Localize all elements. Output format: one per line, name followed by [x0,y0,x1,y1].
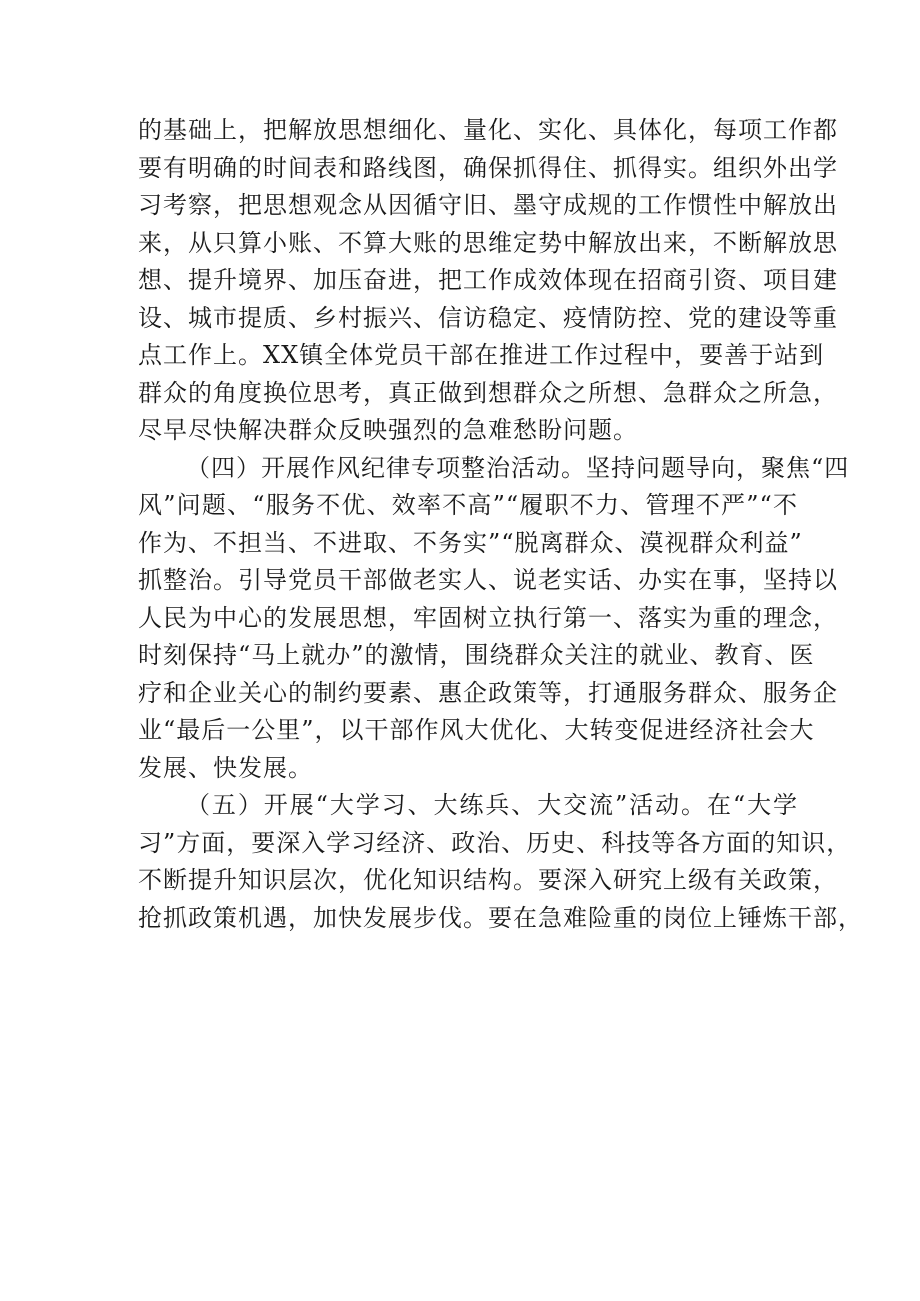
paragraph-line: （五）开展“大学习、大练兵、大交流”活动。在“大学 [186,791,798,819]
paragraph-line: 疗和企业关心的制约要素、惠企政策等，打通服务群众、服务企 [138,678,838,707]
paragraph-line: 发展、快发展。 [138,753,313,782]
document-body [138,112,863,937]
paragraph-line: 来，从只算小账、不算大账的思维定势中解放出来，不断解放思 [138,228,838,257]
paragraph-1 [138,112,838,450]
paragraph-line: 的基础上，把解放思想细化、量化、实化、具体化，每项工作都 [138,116,838,144]
paragraph-line: 要有明确的时间表和路线图，确保抓得住、抓得实。组织外出学 [138,153,838,182]
paragraph-line: 时刻保持“马上就办”的激情，围绕群众关注的就业、教育、医 [138,641,815,669]
paragraph-line: （四）开展作风纪律专项整治活动。坚持问题导向，聚焦“四 [186,453,850,482]
paragraph-line: 抓整治。引导党员干部做老实人、说老实话、办实在事，坚持以 [138,566,838,594]
paragraph-line: 群众的角度换位思考，真正做到想群众之所想、急群众之所急， [138,378,838,407]
paragraph-line: 业“最后一公里”，以干部作风大优化、大转变促进经济社会大 [138,716,815,744]
paragraph-line: 人民为中心的发展思想，牢固树立执行第一、落实为重的理念， [138,603,838,632]
paragraph-line: 想、提升境界、加压奋进，把工作成效体现在招商引资、项目建 [138,266,838,294]
paragraph-3 [138,787,863,937]
paragraph-line: 抢抓政策机遇，加快发展步伐。要在急难险重的岗位上锤炼干部， [138,903,863,932]
paragraph-line: 尽早尽快解决群众反映强烈的急难愁盼问题。 [138,416,638,444]
paragraph-line: 不断提升知识层次，优化知识结构。要深入研究上级有关政策， [138,866,838,894]
paragraph-line: 设、城市提质、乡村振兴、信访稳定、疫情防控、党的建设等重 [138,303,838,332]
paragraph-line: 作为、不担当、不进取、不务实”“脱离群众、漠视群众利益” [138,528,803,557]
paragraph-line: 习考察，把思想观念从因循守旧、墨守成规的工作惯性中解放出 [138,191,838,219]
paragraph-line: 点工作上。XX镇全体党员干部在推进工作过程中，要善于站到 [138,341,825,369]
paragraph-2 [138,450,850,788]
paragraph-line: 习”方面，要深入学习经济、政治、历史、科技等各方面的知识， [138,828,852,857]
paragraph-line: 风”问题、“服务不优、效率不高”“履职不力、管理不严”“不 [138,491,798,519]
